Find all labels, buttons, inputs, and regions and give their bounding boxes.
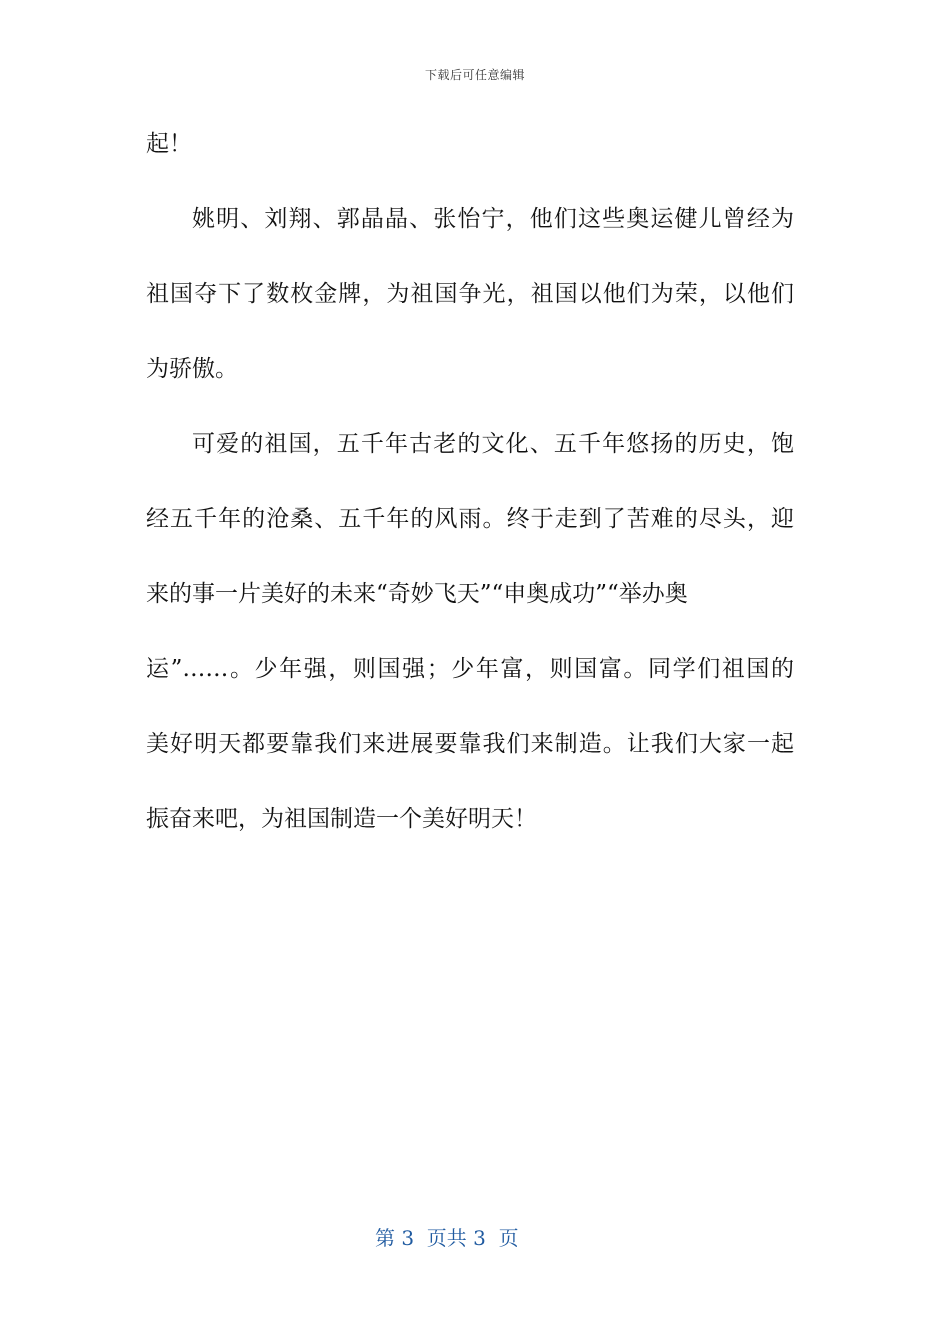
body-line: 可爱的祖国，五千年古老的文化、五千年悠扬的历史，饱 — [192, 431, 794, 457]
body-line: 祖国夺下了数枚金牌，为祖国争光，祖国以他们为荣，以他们 — [146, 281, 794, 307]
body-line: 姚明、刘翔、郭晶晶、张怡宁，他们这些奥运健儿曾经为 — [192, 206, 794, 232]
body-line: 美好明天都要靠我们来进展要靠我们来制造。让我们大家一起 — [146, 731, 794, 757]
document-body — [146, 122, 794, 872]
body-line: 振奋来吧，为祖国制造一个美好明天！ — [146, 806, 537, 832]
body-line: 为骄傲。 — [146, 356, 238, 382]
page-header-note: 下载后可任意编辑 — [424, 68, 525, 82]
body-line: 来的事一片美好的未来“奇妙飞天”“申奥成功”“举办奥 — [146, 581, 688, 607]
body-line: 经五千年的沧桑、五千年的风雨。终于走到了苦难的尽头，迎 — [146, 506, 794, 532]
body-line: 运”……。少年强，则国强；少年富，则国富。同学们祖国的 — [146, 656, 794, 682]
page-number: 第 3 页共 3 页 — [375, 1226, 519, 1250]
body-line: 起！ — [146, 131, 192, 157]
